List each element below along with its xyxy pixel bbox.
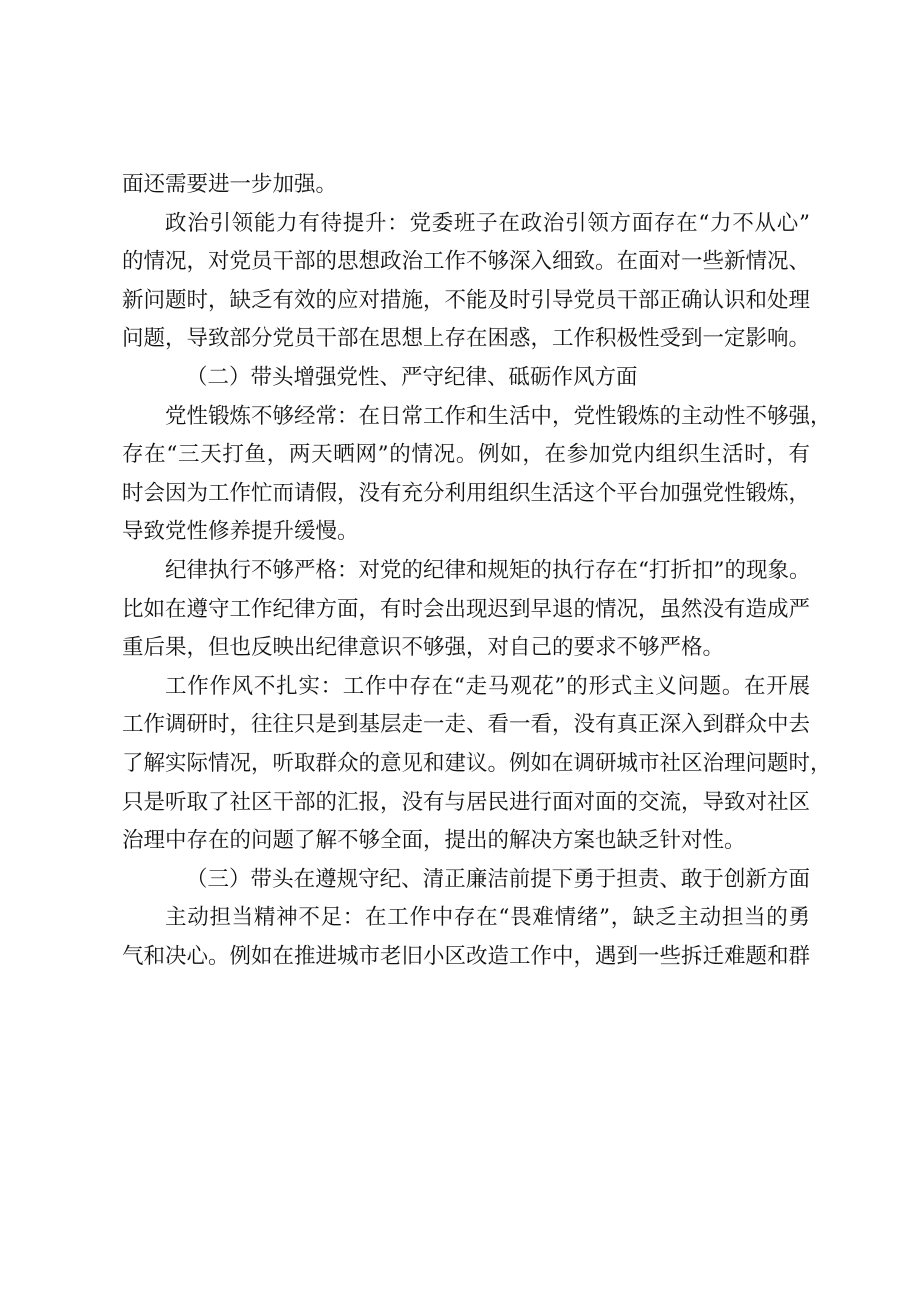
document-body — [122, 166, 832, 976]
paragraph-line: 问题，导致部分党员干部在思想上存在困惑，工作积极性受到一定影响。 — [122, 326, 811, 352]
paragraph-line: 新问题时，缺乏有效的应对措施，不能及时引导党员干部正确认识和处理 — [122, 287, 811, 313]
paragraph-line: 纪律执行不够严格：对党的纪律和规矩的执行存在“打折扣”的现象。 — [165, 557, 811, 583]
paragraph-line: 的情况，对党员干部的思想政治工作不够深入细致。在面对一些新情况、 — [122, 249, 811, 275]
section-heading: （二）带头增强党性、严守纪律、砥砺作风方面 — [186, 364, 638, 390]
paragraph-line: 时会因为工作忙而请假，没有充分利用组织生活这个平台加强党性锻炼， — [122, 480, 811, 506]
paragraph-line: 党性锻炼不够经常：在日常工作和生活中，党性锻炼的主动性不够强， — [165, 403, 832, 429]
paragraph-line: 工作调研时，往往只是到基层走一走、看一看，没有真正深入到群众中去 — [122, 712, 811, 738]
paragraph-line: 主动担当精神不足：在工作中存在“畏难情绪”，缺乏主动担当的勇 — [165, 905, 810, 931]
paragraph-line: 导致党性修养提升缓慢。 — [122, 519, 359, 545]
paragraph-line: 了解实际情况，听取群众的意见和建议。例如在调研城市社区治理问题时， — [122, 750, 832, 776]
paragraph-line: 气和决心。例如在推进城市老旧小区改造工作中，遇到一些拆迁难题和群 — [122, 943, 811, 969]
paragraph-line: 存在“三天打鱼，两天晒网”的情况。例如，在参加党内组织生活时，有 — [122, 442, 810, 468]
paragraph-line: 治理中存在的问题了解不够全面，提出的解决方案也缺乏针对性。 — [122, 828, 746, 854]
paragraph-line: 政治引领能力有待提升：党委班子在政治引领方面存在“力不从心” — [165, 210, 810, 236]
paragraph-line: 工作作风不扎实：工作中存在“走马观花”的形式主义问题。在开展 — [165, 673, 810, 699]
paragraph-line: 比如在遵守工作纪律方面，有时会出现迟到早退的情况，虽然没有造成严 — [122, 596, 811, 622]
paragraph-line: 重后果，但也反映出纪律意识不够强，对自己的要求不够严格。 — [122, 635, 725, 661]
paragraph-line: 面还需要进一步加强。 — [122, 172, 338, 197]
paragraph-line: 只是听取了社区干部的汇报，没有与居民进行面对面的交流，导致对社区 — [122, 789, 811, 815]
section-heading: （三）带头在遵规守纪、清正廉洁前提下勇于担责、敢于创新方面 — [186, 866, 810, 892]
